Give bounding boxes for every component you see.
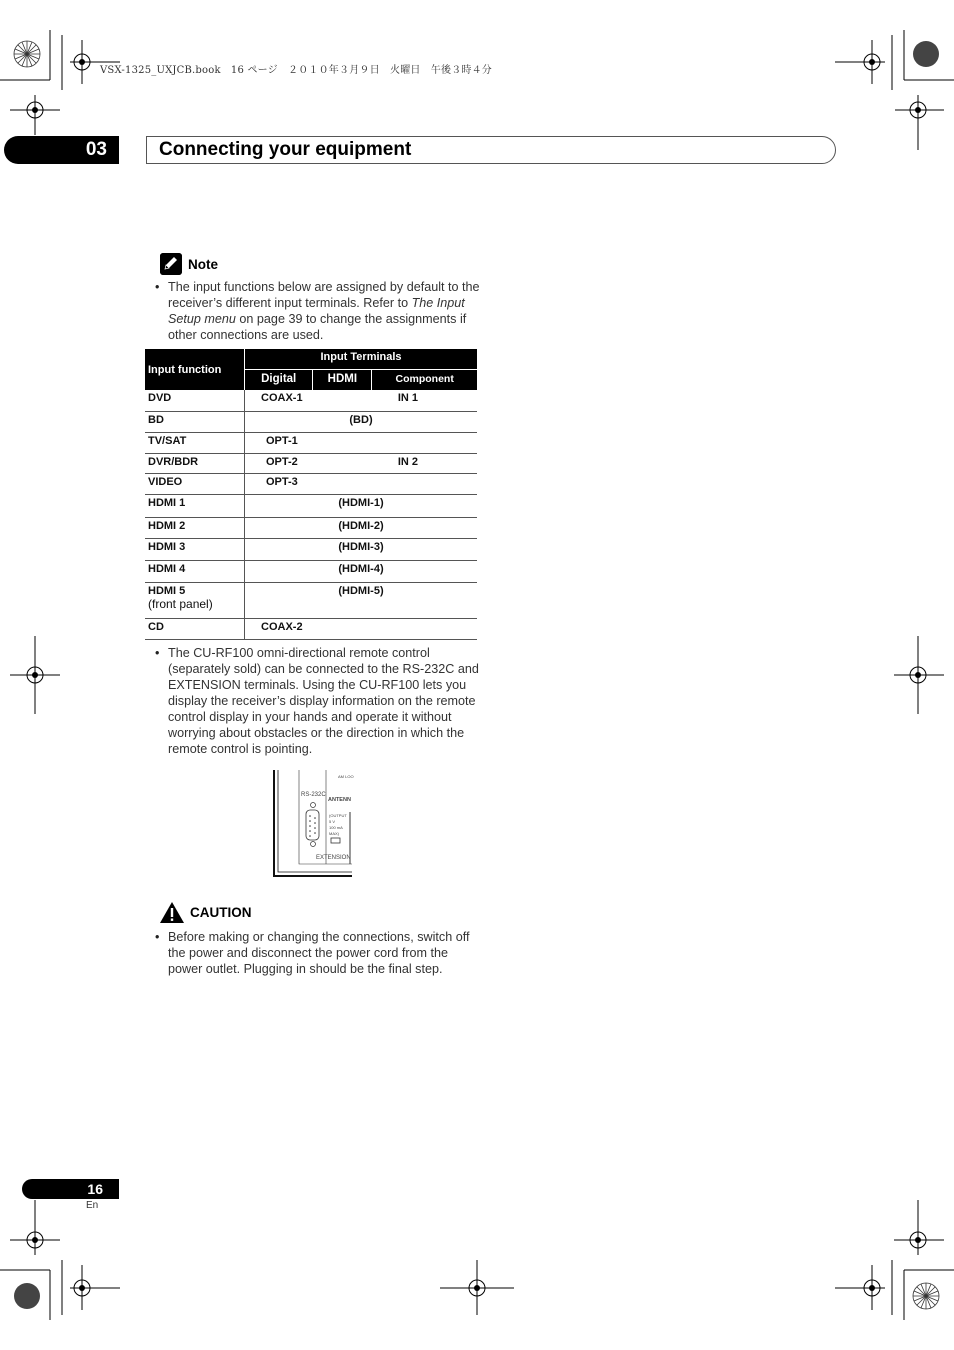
note-paragraph-1 xyxy=(168,279,480,343)
warning-triangle-icon xyxy=(160,902,184,923)
cell-input-function xyxy=(145,411,245,432)
cell-component xyxy=(372,618,477,639)
extension-label: EXTENSION xyxy=(316,855,351,861)
am-loop-label: AM LOO xyxy=(338,774,354,779)
cell-input-function xyxy=(145,390,245,411)
cell-hdmi: (HDMI-2) xyxy=(245,517,478,538)
table-row xyxy=(145,538,477,560)
header-component: Component xyxy=(372,369,477,390)
cell-digital: COAX-2 xyxy=(245,618,372,639)
note-label: Note xyxy=(188,256,218,272)
header-hdmi: HDMI xyxy=(313,369,372,390)
cell-input-function xyxy=(145,582,245,618)
table-row xyxy=(145,473,477,494)
input-function-name: VIDEO xyxy=(148,475,183,488)
current-label: 100 mA xyxy=(329,825,343,830)
hdmi-terminal: HDMI-2 xyxy=(342,519,380,532)
cell-digital: OPT-2 xyxy=(245,453,372,473)
table-row xyxy=(145,494,477,517)
output-label: (OUTPUT xyxy=(329,813,347,818)
table-body xyxy=(145,390,477,639)
chapter-title-bar xyxy=(146,136,836,164)
note-text: The input functions below are assigned by default to the receiver’s different input terminals. Refer to xyxy=(168,280,480,310)
cell-digital: OPT-1 xyxy=(245,432,372,453)
bullet-dot: • xyxy=(155,646,160,660)
caution-label: CAUTION xyxy=(190,905,252,920)
bullet-dot: • xyxy=(155,930,160,944)
cell-input-function xyxy=(145,473,245,494)
cell-hdmi: (HDMI-4) xyxy=(245,560,478,582)
hdmi-terminal: HDMI-5 xyxy=(342,584,380,597)
rs232c-terminal-illustration xyxy=(270,768,356,880)
cell-hdmi: (HDMI-3) xyxy=(245,538,478,560)
cell-digital: COAX-1 xyxy=(245,390,372,411)
cell-component xyxy=(372,432,477,453)
header-input-terminals: Input Terminals xyxy=(245,349,478,369)
cell-hdmi: (HDMI-5) xyxy=(245,582,478,618)
cell-component: IN 1 xyxy=(372,390,477,411)
page-number: 16 xyxy=(22,1179,119,1199)
chapter-number: 03 xyxy=(4,136,119,164)
cell-input-function xyxy=(145,432,245,453)
table-row xyxy=(145,453,477,473)
table-row xyxy=(145,432,477,453)
table-row xyxy=(145,582,477,618)
menu-reference: The Input Setup menu xyxy=(168,296,465,326)
hdmi-terminal: BD xyxy=(353,413,369,426)
header-input-function: Input function xyxy=(145,349,245,390)
bullet-dot: • xyxy=(155,280,160,294)
page-language: En xyxy=(86,1200,99,1211)
hdmi-terminal: HDMI-3 xyxy=(342,540,380,553)
cell-input-function xyxy=(145,560,245,582)
input-function-name: HDMI 4 xyxy=(148,562,186,575)
print-header: VSX-1325_UXJCB.book 16 ページ ２０１０年３月９日 火曜日 午後３時４分 xyxy=(100,65,493,76)
caution-paragraph: Before making or changing the connections, switch off the power and disconnect the power cord from the power outlet. Plugging in should be the final step. xyxy=(168,930,470,976)
table-row xyxy=(145,411,477,432)
note-paragraph-2: The CU-RF100 omni-directional remote control (separately sold) can be connected to the RS-232C and EXTENSION terminals. Using the CU-RF100 lets you display the receiver’s display information on the remote control display in your hands and operate it without worrying about obstacles or the direction in which the remote control is pointing. xyxy=(168,646,479,756)
input-function-table xyxy=(145,349,477,640)
max-label: MAX) xyxy=(329,831,339,836)
antenna-label: ANTENN xyxy=(328,797,351,803)
input-function-name: BD xyxy=(148,413,164,426)
input-function-name: DVR/BDR xyxy=(148,455,199,468)
hdmi-terminal: HDMI-1 xyxy=(342,496,380,509)
cell-hdmi: (BD) xyxy=(245,411,478,432)
cell-component: IN 2 xyxy=(372,453,477,473)
cell-digital: OPT-3 xyxy=(245,473,372,494)
note-heading xyxy=(160,253,218,275)
header-digital: Digital xyxy=(245,369,313,390)
cell-input-function xyxy=(145,453,245,473)
input-function-name: HDMI 3 xyxy=(148,540,186,553)
pencil-note-icon xyxy=(160,253,182,275)
table-row xyxy=(145,618,477,639)
cell-component xyxy=(372,473,477,494)
cell-input-function xyxy=(145,618,245,639)
input-function-name: HDMI 1 xyxy=(148,496,186,509)
caution-heading xyxy=(160,902,252,923)
table-row xyxy=(145,517,477,538)
note-text: on page 39 to change the assignments if other connections are used. xyxy=(168,312,467,342)
cell-input-function xyxy=(145,538,245,560)
input-function-name: CD xyxy=(148,620,164,633)
table-row xyxy=(145,390,477,411)
input-function-name: DVD xyxy=(148,392,172,404)
chapter-title: Connecting your equipment xyxy=(159,139,412,160)
input-function-name: HDMI 5 xyxy=(148,584,186,597)
voltage-label: 5 V xyxy=(329,819,336,824)
cell-input-function xyxy=(145,517,245,538)
input-function-name: TV/SAT xyxy=(148,434,187,447)
table-row xyxy=(145,560,477,582)
rs232c-label: RS-232C xyxy=(301,792,326,798)
hdmi-terminal: HDMI-4 xyxy=(342,562,380,575)
cell-hdmi: (HDMI-1) xyxy=(245,494,478,517)
input-function-note: (front panel) xyxy=(148,596,213,611)
input-function-name: HDMI 2 xyxy=(148,519,186,532)
cell-input-function xyxy=(145,494,245,517)
